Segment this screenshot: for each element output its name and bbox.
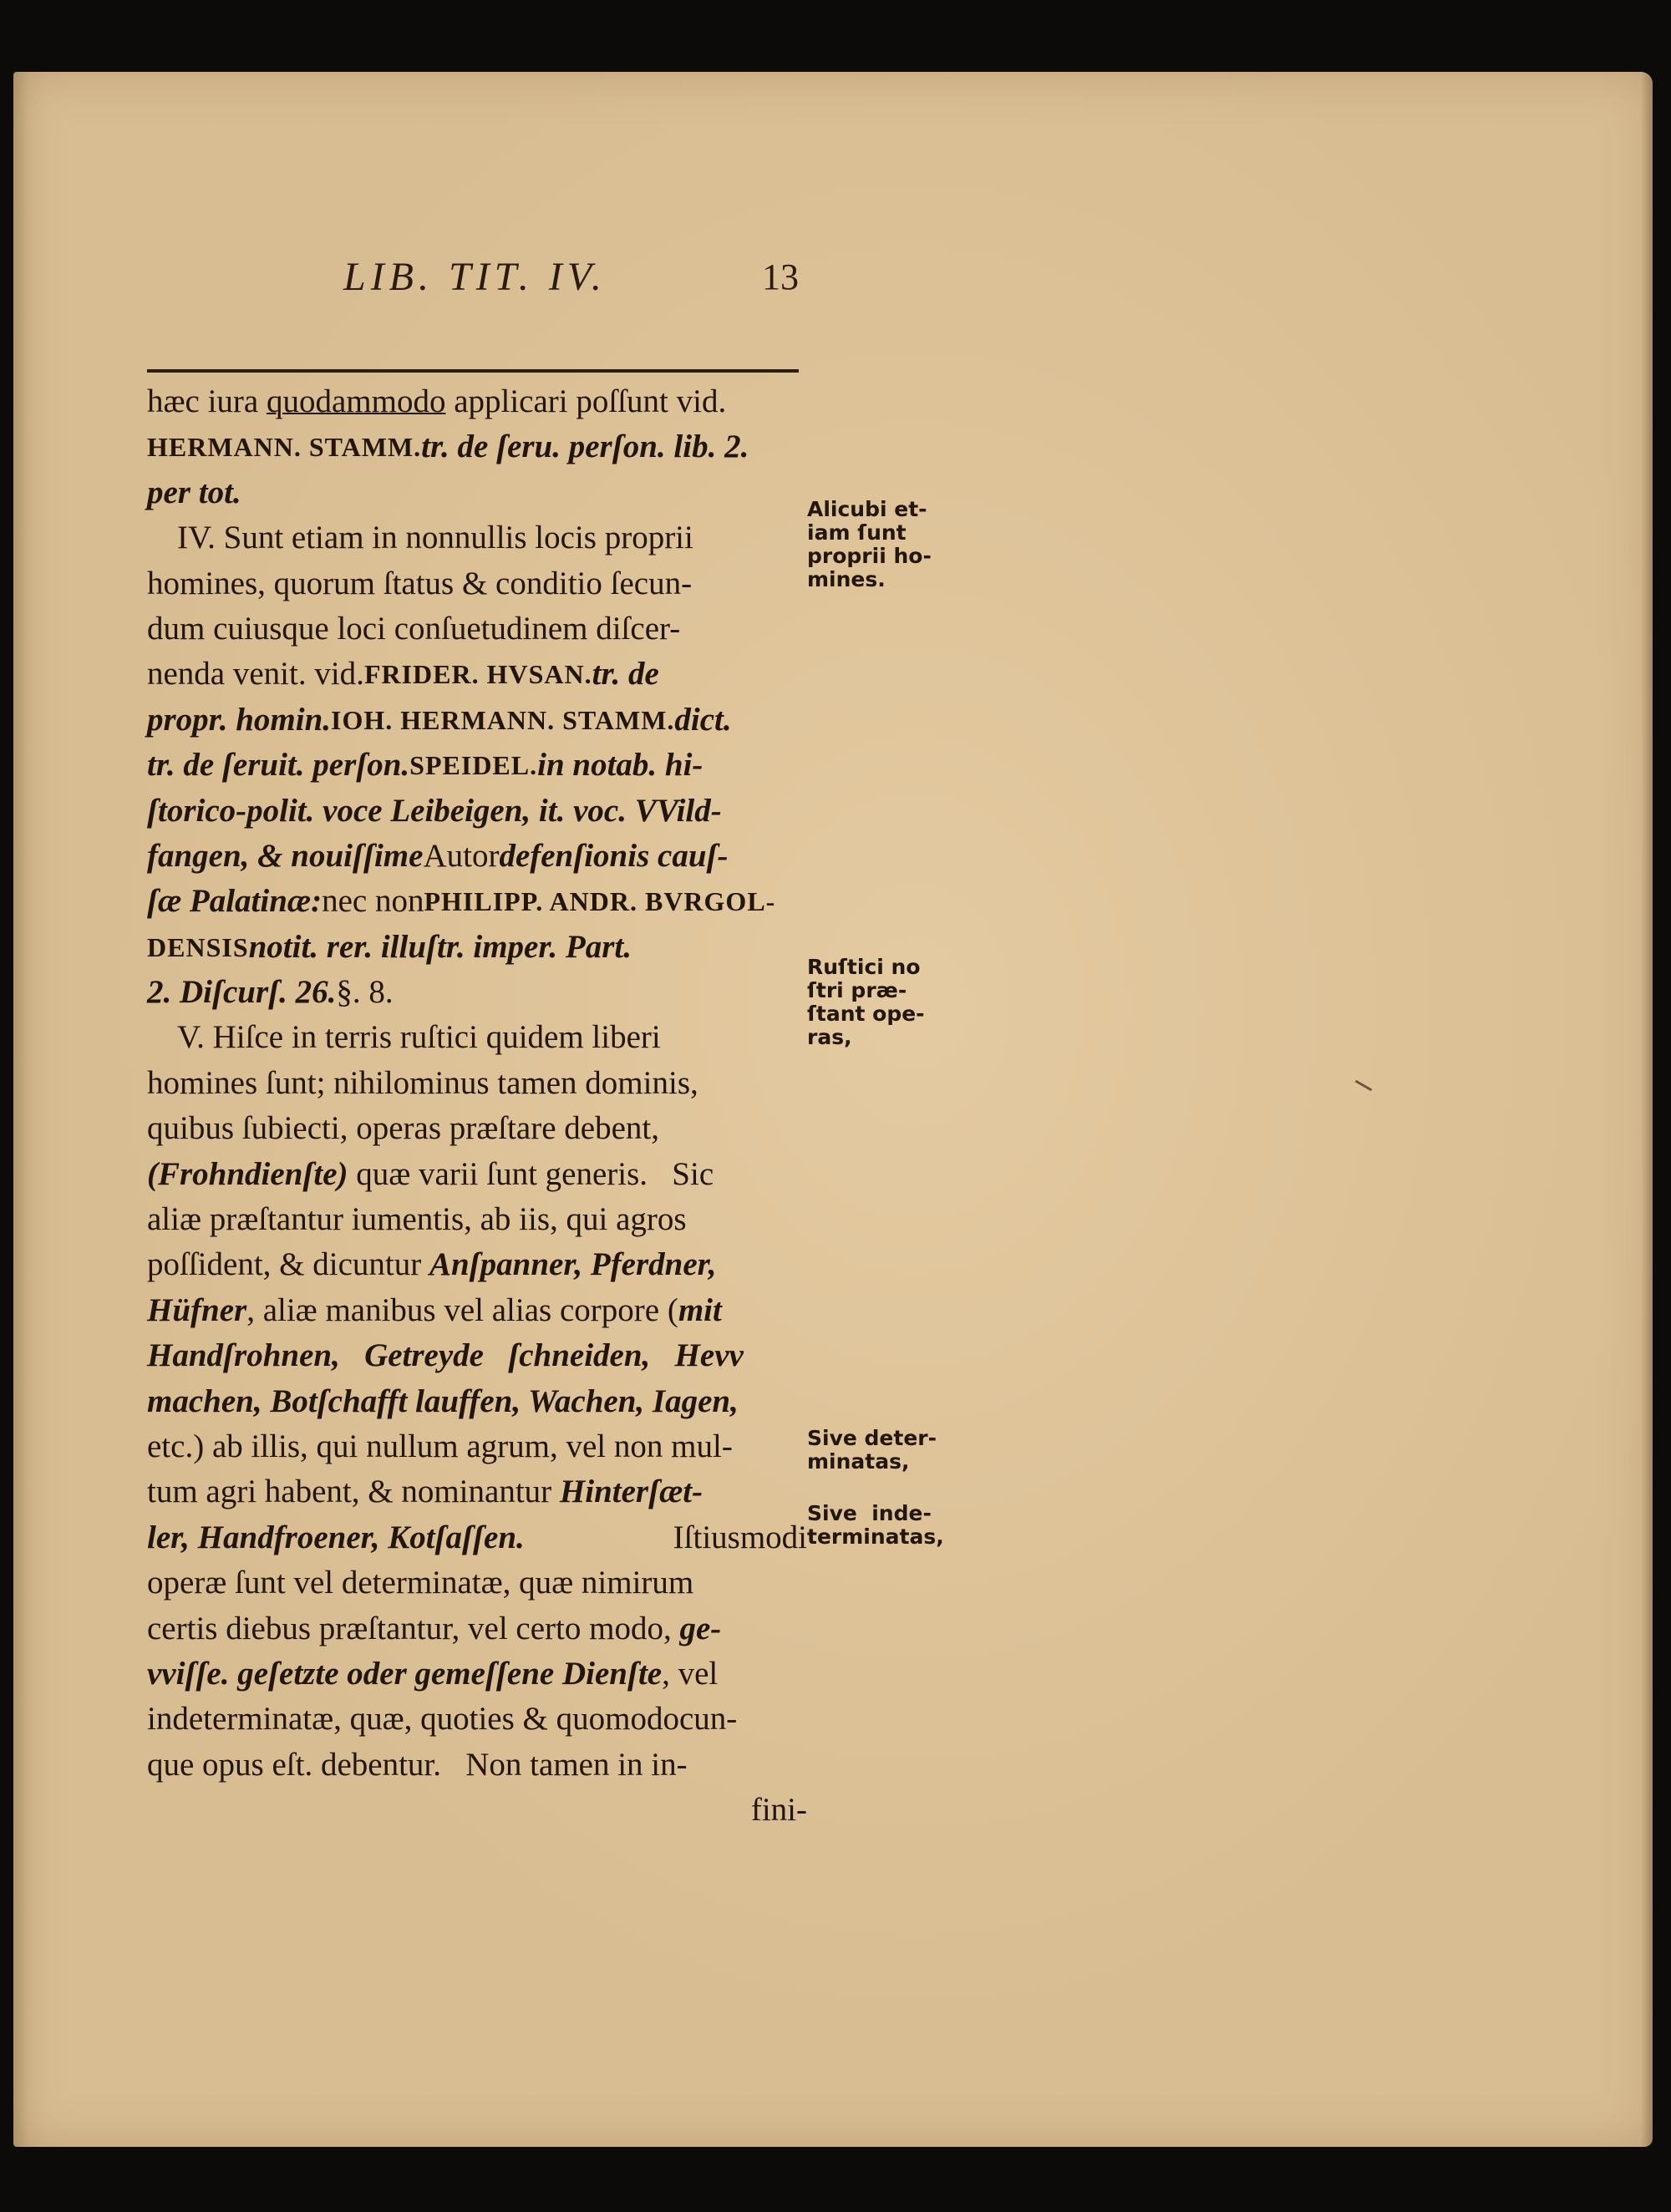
text-line: ſtorico-polit. voce Leibeigen, it. voc. VVild-	[147, 792, 722, 829]
underlined-word: quodammodo	[266, 383, 446, 419]
margin-note: Alicubi et- iam ſunt proprii ho- mines.	[807, 497, 932, 591]
text-line: vviſſe. geſetzte oder gemeſſene Dienſte , vel	[147, 1655, 719, 1692]
text-line: fangen, & nouiſſime Autor defenſionis cauſ-	[147, 837, 729, 874]
text-line: certis diebus præſtantur, vel certo modo, ge-	[147, 1610, 722, 1646]
text-line: quibus ſubiecti, operas præſtare debent,	[147, 1110, 659, 1147]
page-header	[147, 247, 799, 373]
margin-note: Sive deter- minatas,	[807, 1426, 937, 1474]
text-line: per tot.	[147, 474, 241, 510]
text-line: que opus eſt. debentur. Non tamen in in-	[147, 1746, 688, 1783]
text-line: Handſrohnen, Getreyde ſchneiden, Hevv	[147, 1337, 744, 1374]
main-text	[147, 379, 807, 1834]
text-line: Hüfner , aliæ manibus vel alias corpore ( mit	[147, 1291, 722, 1328]
text-line: operæ ſunt vel determinatæ, quæ nimirum	[147, 1565, 694, 1601]
text-line	[147, 379, 807, 424]
author-name: DENSIS	[147, 931, 249, 962]
text-line: etc.) ab illis, qui nullum agrum, vel non mul-	[147, 1428, 733, 1464]
text-line: V. Hiſce in terris ruſtici quidem liberi	[177, 1019, 661, 1056]
text-line: homines ſunt; nihilominus tamen dominis,	[147, 1064, 698, 1101]
margin-note: Sive inde- terminatas,	[807, 1501, 944, 1549]
author-name: IOH. HERMANN. STAMM.	[331, 704, 675, 735]
page-edge	[1641, 72, 1653, 2147]
text-line: indeterminatæ, quæ, quoties & quomodocun-	[147, 1701, 738, 1738]
margin-note: Ruſtici no ſtri præ- ſtant ope- ras,	[807, 955, 925, 1049]
ink-mark	[1355, 1080, 1373, 1092]
text-line: tum agri habent, & nominantur Hinterſæt-	[147, 1474, 703, 1510]
running-head: LIB. TIT. IV.	[343, 255, 607, 299]
text-line: homines, quorum ſtatus & conditio ſecun-	[147, 565, 693, 601]
text-line: ler, Handfroener, Kotſaſſen. Iſtiusmodi	[147, 1519, 807, 1555]
author-name: HERMANN. STAMM.	[147, 432, 422, 463]
text-line: DENSIS notit. rer. illuſtr. imper. Part.	[147, 925, 807, 970]
text-line: dum cuiusque loci conſuetudinem diſcer-	[147, 610, 681, 647]
author-name: SPEIDEL.	[409, 750, 538, 781]
text-line: HERMANN. STAMM. tr. de ſeru. perſon. lib. 2.	[147, 424, 807, 469]
text-line: aliæ præſtantur iumentis, ab iis, qui agros	[147, 1201, 687, 1238]
text-line: 2. Diſcurſ. 26. §. 8.	[147, 974, 394, 1011]
catchword: fini-	[750, 1792, 807, 1829]
text-line-content: hæc iura quodammodo applicari poſſunt vid.	[147, 383, 727, 419]
page-number: 13	[762, 256, 799, 297]
header-rule	[147, 369, 799, 373]
author-name: PHILIPP. ANDR. BVRGOL-	[424, 886, 776, 917]
text-line: machen, Botſchafft lauffen, Wachen, Iagen,	[147, 1382, 739, 1419]
text-line: tr. de ſeruit. perſon. SPEIDEL. in notab. hi-	[147, 743, 807, 788]
text-line: (Frohndienſte) quæ varii ſunt generis. Sic	[147, 1155, 714, 1192]
text-line: ſæ Palatinæ: nec non PHILIPP. ANDR. BVRGOL-	[147, 879, 807, 924]
author-name: FRIDER. HVSAN.	[363, 659, 592, 690]
text-line: nenda venit. vid. FRIDER. HVSAN. tr. de	[147, 652, 807, 697]
book-page	[13, 72, 1653, 2147]
text-line: propr. homin. IOH. HERMANN. STAMM. dict.	[147, 698, 807, 743]
text-line: poſſident, & dicuntur Anſpanner, Pferdner,	[147, 1246, 717, 1283]
text-line: IV. Sunt etiam in nonnullis locis proprii	[177, 520, 693, 556]
